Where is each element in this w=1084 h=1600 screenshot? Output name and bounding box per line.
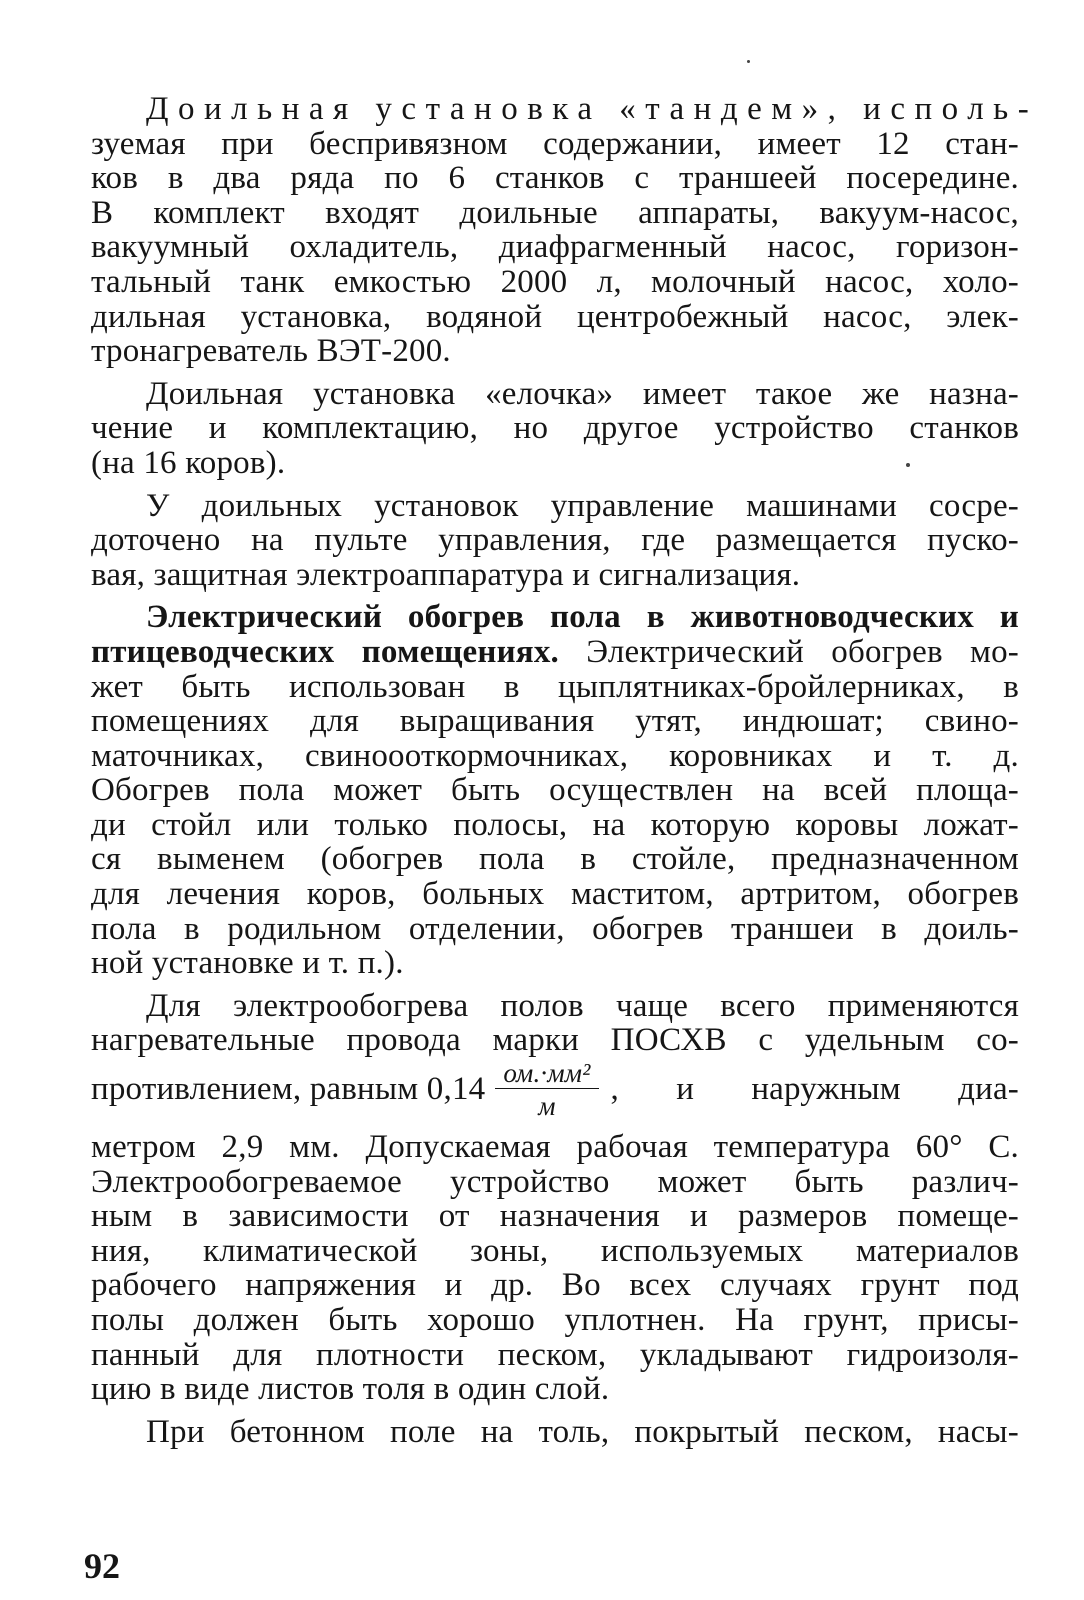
text-line: вакуумный охладитель, диафрагменный насос, горизон- [91,229,1019,266]
section-heading-continued: птицеводческих помещениях. [91,633,560,670]
text-line: метром 2,9 мм. Допускаемая рабочая температура 60° С. [91,1129,1019,1166]
text-line: ся выменем (обогрев пола в стойле, предназначенном [91,841,1019,878]
text-line: для лечения коров, больных маститом, артритом, обогрев [91,876,1019,913]
text-line: ной установке и т. п.). [91,945,404,982]
text-line: При бетонном поле на толь, покрытый песком, насы- [146,1413,1019,1450]
text-line: Электрообогреваемое устройство может быть различ- [91,1163,1019,1200]
paragraph [91,1415,1019,1450]
text-line: нагревательные провода марки ПОСХВ с удельным со- [91,1022,1019,1059]
text-line: цию в виде листов толя в один слой. [91,1371,610,1408]
text-line: тронагреватель ВЭТ-200. [91,333,451,370]
paragraph [91,489,1019,593]
text-line: ным в зависимости от назначения и размеров помеще- [91,1198,1019,1235]
text-line [91,635,1019,670]
body-text [91,91,1039,1450]
text-line: вая, защитная электроаппаратура и сигнализация. [91,556,801,593]
text-line: зуемая при беспривязном содержании, имеет 12 стан- [91,125,1019,162]
text-line: Доильная установка «елочка» имеет такое же назна- [146,375,1019,412]
text-run: противлением, равным 0,14 [91,1070,486,1107]
paragraph [91,377,1019,481]
text-line: полы должен быть хорошо уплотнен. На грунт, присы- [91,1302,1019,1338]
paragraph [91,600,1019,981]
text-line: маточниках, свиноооткормочниках, коровниках и т. д. [91,737,1019,774]
unit-fraction [495,1058,598,1121]
text-line: тальный танк емкостью 2000 л, молочный насос, холо- [91,263,1019,300]
text-line [91,600,1019,635]
section-heading: Электрический обогрев пола в животноводческих и [146,599,1019,636]
text-line: чение и комплектацию, но другое устройство станков [91,410,1019,447]
text-line: жет быть использован в цыплятниках-бройлерниках, в [91,668,1019,705]
text-line: У доильных установок управление машинами сосре- [146,487,1019,524]
text-run: , и наружным диа- [610,1070,1019,1107]
text-run: Электрический обогрев мо- [559,633,1019,670]
text-line: рабочего напряжения и др. Во всех случаях грунт под [91,1267,1019,1304]
paragraph [91,91,1039,370]
text-line: Для электрообогрева полов чаще всего применяются [146,987,1019,1024]
fraction-denominator: м [538,1090,556,1121]
text-line: ков в два ряда по 6 станков с траншеей посередине. [91,160,1019,197]
text-line: ди стойл или только полосы, на которую коровы ложат- [91,806,1019,843]
text-line: Доильная установка «тандем», исполь- [146,91,1039,127]
text-line: пола в родильном отделении, обогрев траншеи в доиль- [91,910,1019,947]
print-speck [747,60,750,63]
text-line: помещениях для выращивания утят, индюшат; свино- [91,703,1019,740]
paragraph [91,989,1019,1407]
text-line: В комплект входят доильные аппараты, вакуум-насос, [91,194,1019,231]
text-line: дильная установка, водяной центробежный насос, элек- [91,298,1019,335]
text-line: панный для плотности песком, укладывают гидроизоля- [91,1336,1019,1373]
page-number: 92 [84,1546,120,1586]
text-line: ния, климатической зоны, используемых материалов [91,1232,1019,1269]
fraction-numerator: ом.·мм² [495,1058,598,1089]
text-line: Обогрев пола может быть осуществлен на всей площа- [91,772,1019,809]
text-line: доточено на пульте управления, где размещается пуско- [91,522,1019,559]
text-line: (на 16 коров). [91,444,286,481]
